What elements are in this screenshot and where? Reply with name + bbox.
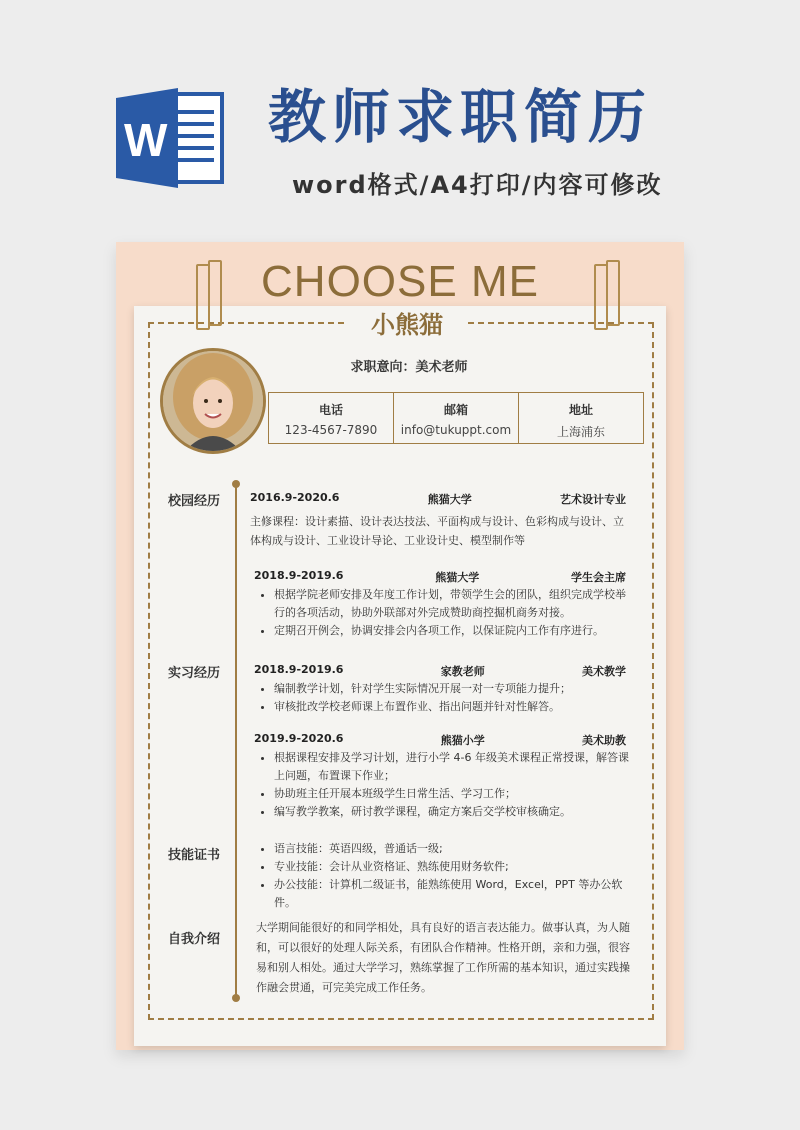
- self-intro-text: 大学期间能很好的和同学相处，具有良好的语言表达能力。做事认真，为人随和，可以很好的处理人际关系，有团队合作精神。性格开朗，亲和力强，很容易和别人相处。通过大学学习，熟练掌握了工作所需的基本知识，通过实践操作融会贯通，可完美完成工作任务。: [256, 921, 630, 994]
- section-label-education: 校园经历: [167, 494, 220, 509]
- word-logo-icon: [116, 86, 226, 190]
- contact-table: [268, 392, 644, 444]
- contact-address: [519, 393, 643, 443]
- section-label-internship: 实习经历: [167, 666, 220, 681]
- list-item: • 根据课程安排及学习计划，进行小学 4-6 年级美术课程正常授课，解答课上问题，布置课下作业；: [274, 749, 634, 785]
- contact-label: 电话: [318, 403, 343, 417]
- skills-bullets: [250, 840, 634, 912]
- contact-email: [394, 393, 519, 443]
- entry-date: 2019.9-2020.6: [254, 732, 344, 745]
- timeline-dot: [232, 480, 240, 488]
- contact-label: 邮箱: [443, 403, 468, 417]
- list-item: • 根据学院老师安排及年度工作计划，带领学生会的团队，组织完成学校举行的各项活动，协助外联部对外完成赞助商控掘机商务对接。: [274, 586, 634, 622]
- list-item: • 协助班主任开展本班级学生日常生活、学习工作；: [274, 785, 634, 803]
- portrait-photo: [160, 348, 266, 454]
- entry-role: 学生会主席: [571, 571, 626, 584]
- internship-entry-1: [254, 663, 626, 679]
- list-item: • 编制教学计划，针对学生实际情况开展一对一专项能力提升；: [274, 680, 634, 698]
- contact-value: 123-4567-7890: [284, 423, 378, 437]
- entry-date: 2018.9-2019.6: [254, 569, 344, 582]
- job-intention: 求职意向：美术老师: [350, 360, 468, 375]
- section-label-skills: 技能证书: [167, 848, 220, 863]
- list-item: • 审核批改学校老师课上布置作业、指出问题并针对性解答。: [274, 698, 634, 716]
- entry-date: 2018.9-2019.6: [254, 663, 344, 676]
- resume-paper: [134, 306, 666, 1046]
- entry-role: 艺术设计专业: [560, 493, 626, 506]
- section-label-intro: 自我介绍: [167, 932, 220, 947]
- internship-bullets-2: [250, 749, 634, 821]
- education-bullets: [250, 586, 634, 640]
- entry-role: 美术教学: [582, 665, 626, 678]
- choose-me-banner: CHOOSE ME: [261, 257, 539, 306]
- entry-org: 熊猫大学: [435, 571, 480, 584]
- internship-entry-2: [254, 732, 626, 748]
- timeline-dot: [232, 994, 240, 1002]
- list-item: • 专业技能：会计从业资格证、熟练使用财务软件;: [274, 858, 634, 876]
- list-item: • 定期召开例会，协调安排会内各项工作，以保证院内工作有序进行。: [274, 622, 634, 640]
- entry-org: 家教老师: [440, 665, 485, 678]
- entry-role: 美术助教: [582, 734, 626, 747]
- entry-org: 熊猫大学: [427, 493, 472, 506]
- timeline-line: [235, 484, 237, 998]
- paper-clip-icon: [606, 260, 620, 326]
- internship-bullets-1: [250, 680, 634, 716]
- contact-value: 上海浦东: [556, 425, 605, 439]
- entry-org: 熊猫小学: [440, 734, 485, 747]
- list-item: • 办公技能：计算机二级证书，能熟练使用 Word，Excel，PPT 等办公软件。: [274, 876, 634, 912]
- list-item: • 编写教学教案，研讨教学课程，确定方案后交学校审核确定。: [274, 803, 634, 821]
- word-logo-letter: W: [124, 114, 168, 166]
- education-entry-1: [250, 491, 626, 507]
- education-entry-2: [254, 569, 626, 585]
- resume-background: [116, 242, 684, 1050]
- subtitle: word格式/A4打印/内容可修改: [292, 171, 663, 199]
- contact-value: info@tukuppt.com: [400, 423, 512, 437]
- main-title: 教师求职简历: [268, 83, 653, 151]
- entry-date: 2016.9-2020.6: [250, 491, 340, 504]
- contact-label: 地址: [568, 403, 593, 417]
- list-item: • 语言技能：英语四级，普通话一级;: [274, 840, 634, 858]
- education-courses: 主修课程：设计素描、设计表达技法、平面构成与设计、色彩构成与设计、立体构成与设计、工业设计导论、工业设计史、模型制作等: [250, 515, 624, 547]
- paper-clip-icon: [208, 260, 222, 326]
- candidate-name: 小熊猫: [371, 311, 443, 339]
- contact-phone: [269, 393, 394, 443]
